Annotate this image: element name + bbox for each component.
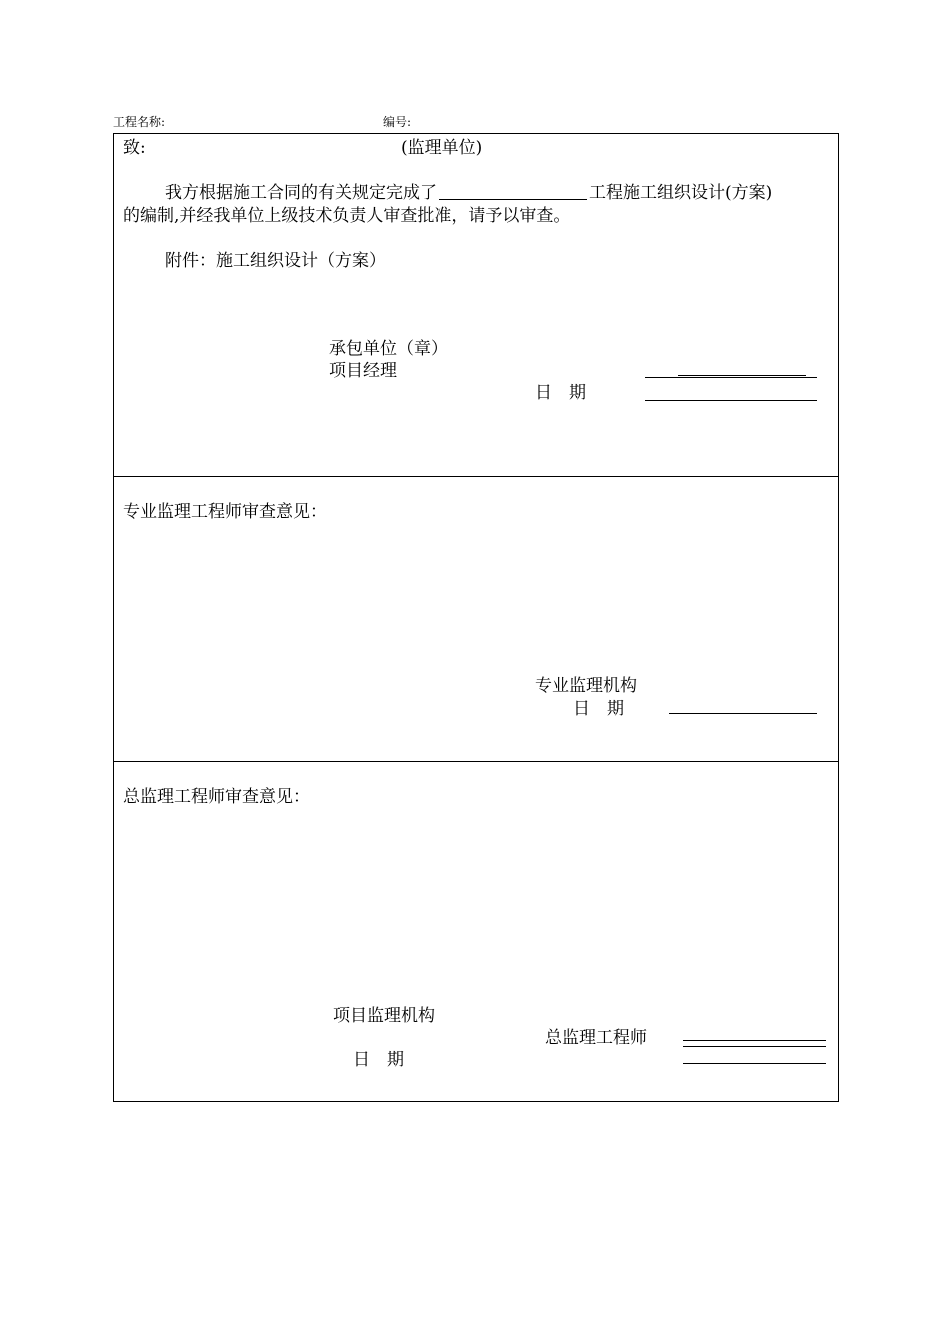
contractor-stamp-label: 承包单位（章） bbox=[329, 339, 448, 359]
project-manager-signature-line[interactable] bbox=[645, 377, 817, 378]
supervisor-unit-label: (监理单位) bbox=[401, 138, 483, 158]
contractor-submission-section bbox=[114, 134, 838, 477]
project-name-blank[interactable] bbox=[439, 183, 587, 200]
attachment-label: 附件：施工组织设计（方案） bbox=[165, 251, 386, 271]
specialist-org-label: 专业监理机构 bbox=[535, 676, 637, 696]
submission-body-part2: 工程施工组织设计(方案) bbox=[589, 183, 773, 203]
project-manager-signature-underline bbox=[678, 375, 806, 376]
chief-engineer-label: 总监理工程师 bbox=[545, 1028, 647, 1048]
submission-body-line1 bbox=[165, 183, 772, 204]
chief-date-label: 日 期 bbox=[353, 1050, 404, 1070]
specialist-date-line[interactable] bbox=[669, 713, 817, 714]
chief-opinion-label: 总监理工程师审查意见： bbox=[123, 787, 310, 807]
approval-form bbox=[113, 133, 839, 1102]
specialist-opinion-label: 专业监理工程师审查意见： bbox=[123, 502, 327, 522]
project-supervisor-org-label: 项目监理机构 bbox=[333, 1006, 435, 1026]
project-manager-label: 项目经理 bbox=[329, 361, 397, 381]
to-label: 致: bbox=[123, 138, 146, 158]
contractor-date-label: 日 期 bbox=[535, 383, 586, 403]
submission-body-line2: 的编制,并经我单位上级技术负责人审查批准，请予以审查。 bbox=[123, 206, 571, 226]
project-name-label: 工程名称: bbox=[113, 115, 166, 129]
specialist-review-section bbox=[114, 477, 838, 762]
submission-body-part1: 我方根据施工合同的有关规定完成了 bbox=[165, 183, 437, 203]
chief-signature-line-1[interactable] bbox=[683, 1040, 826, 1041]
chief-date-line[interactable] bbox=[683, 1063, 826, 1064]
chief-signature-line-2 bbox=[683, 1046, 826, 1047]
chief-review-section bbox=[114, 762, 838, 1101]
contractor-date-line[interactable] bbox=[645, 400, 817, 401]
serial-no-label: 编号: bbox=[383, 115, 412, 129]
specialist-date-label: 日 期 bbox=[573, 699, 624, 719]
